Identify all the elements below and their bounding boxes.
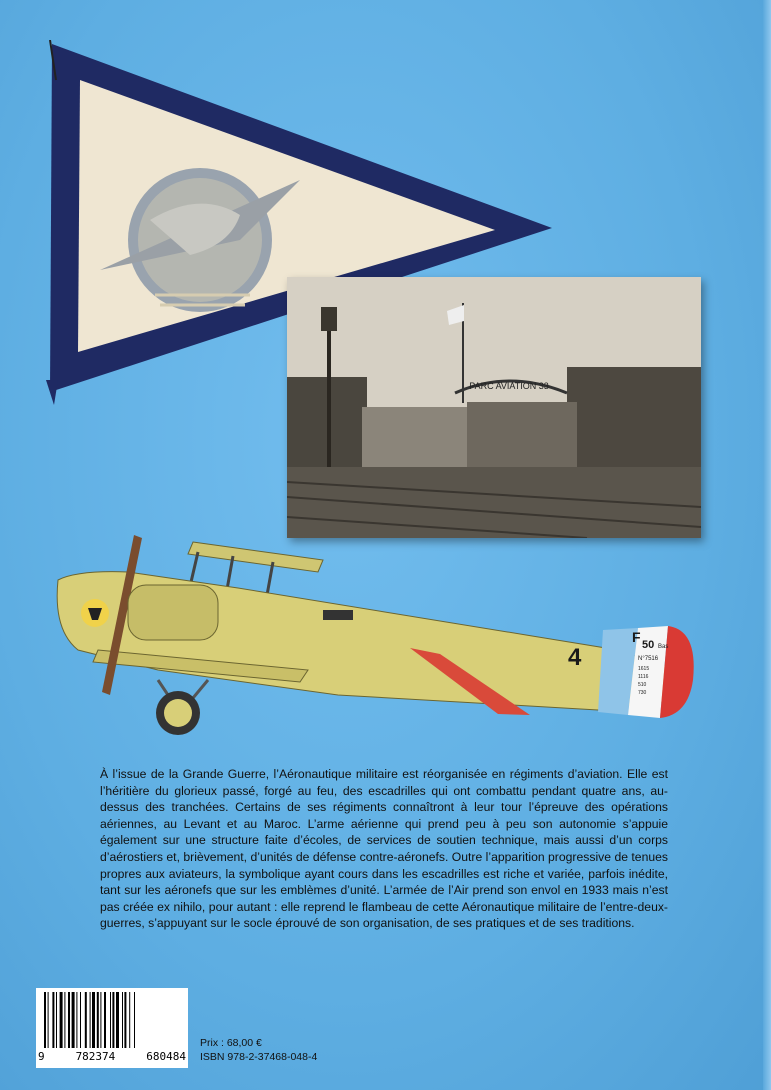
barcode-bar bbox=[100, 992, 101, 1048]
tail-base: Bas bbox=[658, 644, 669, 650]
back-cover-text: À l’issue de la Grande Guerre, l’Aéronautique militaire est réorganisée en régiments d’aviation. Elle est l’héritière du glorieux passé, forgé au feu, des escadrilles qui ont combattu pendant quatre ans, au-dessus des tranchées. Certains de ses régiments connaîtront à leur tour l’épreuve des opérations aériennes, au Levant et au Maroc. L’arme aérienne qui prend peu à peu son autonomie s’appuie également sur une structure faite d’écoles, de services de soutien technique, mais aussi d’un corps d’aérostiers et, brièvement, d’unités de défense contre-aéronefs. Outre l’apparition progressive de tenues propres aux aviateurs, la symbolique ayant cours dans les escadrilles est riche et variée, parfois inédite, tant sur les aéronefs que sur les emblèmes d’unité. L’armée de l’Air prend son envol en 1933 mais n’est pas créée ex nihilo, pour autant : elle reprend le flambeau de cette Aéronautique militaire de l’entre-deux-guerres, s’appuyant sur le socle éprouvé de son organisation, de ses pratiques et de ses traditions. bbox=[100, 767, 668, 931]
barcode-group-1: 782374 bbox=[75, 1050, 116, 1063]
price-label: Prix : 68,00 € bbox=[200, 1037, 262, 1049]
barcode-bar bbox=[116, 992, 119, 1048]
tail-letter: F bbox=[632, 629, 641, 645]
barcode-bar bbox=[122, 992, 123, 1048]
barcode-bar bbox=[48, 992, 49, 1048]
isbn-label: ISBN 978-2-37468-048-4 bbox=[200, 1051, 318, 1063]
barcode-bar bbox=[80, 992, 81, 1048]
photo-sign: PARC AVIATION 33 bbox=[469, 381, 549, 391]
barcode-bar bbox=[112, 992, 114, 1048]
cover-edge bbox=[763, 0, 771, 1090]
barcode-bar bbox=[134, 992, 135, 1048]
barcode-bar bbox=[56, 992, 57, 1048]
aircraft-illustration bbox=[38, 530, 708, 755]
barcode-bar bbox=[72, 992, 75, 1048]
barcode-bar bbox=[52, 992, 54, 1048]
barcode-group-2: 680484 bbox=[146, 1050, 186, 1063]
barcode-bar bbox=[60, 992, 63, 1048]
tail-squadron: 50 bbox=[642, 639, 655, 651]
photo-scene bbox=[287, 277, 701, 538]
price-block bbox=[200, 1036, 317, 1064]
tail-line: 730 bbox=[638, 690, 647, 696]
tail-line: 1615 bbox=[638, 666, 650, 672]
tail-serial: N°7516 bbox=[638, 656, 659, 662]
barcode-bar bbox=[44, 992, 46, 1048]
barcode-bar bbox=[124, 992, 126, 1048]
barcode-bar bbox=[92, 992, 95, 1048]
barcode-bar bbox=[76, 992, 77, 1048]
tail-line: 510 bbox=[638, 682, 647, 688]
barcode-digit-first: 9 bbox=[38, 1050, 45, 1063]
barcode-bar bbox=[85, 992, 87, 1048]
barcode-bar bbox=[90, 992, 91, 1048]
historic-photograph bbox=[287, 277, 701, 538]
tail-line: 1116 bbox=[638, 674, 649, 680]
barcode-bars bbox=[36, 988, 188, 1050]
tail-number: 4 bbox=[568, 644, 582, 671]
barcode-bar bbox=[129, 992, 130, 1048]
barcode-bar bbox=[68, 992, 70, 1048]
barcode-bar bbox=[104, 992, 106, 1048]
barcode-digits bbox=[36, 1050, 188, 1063]
barcode-bar bbox=[64, 992, 65, 1048]
barcode-bar bbox=[97, 992, 99, 1048]
barcode-bar bbox=[110, 992, 111, 1048]
